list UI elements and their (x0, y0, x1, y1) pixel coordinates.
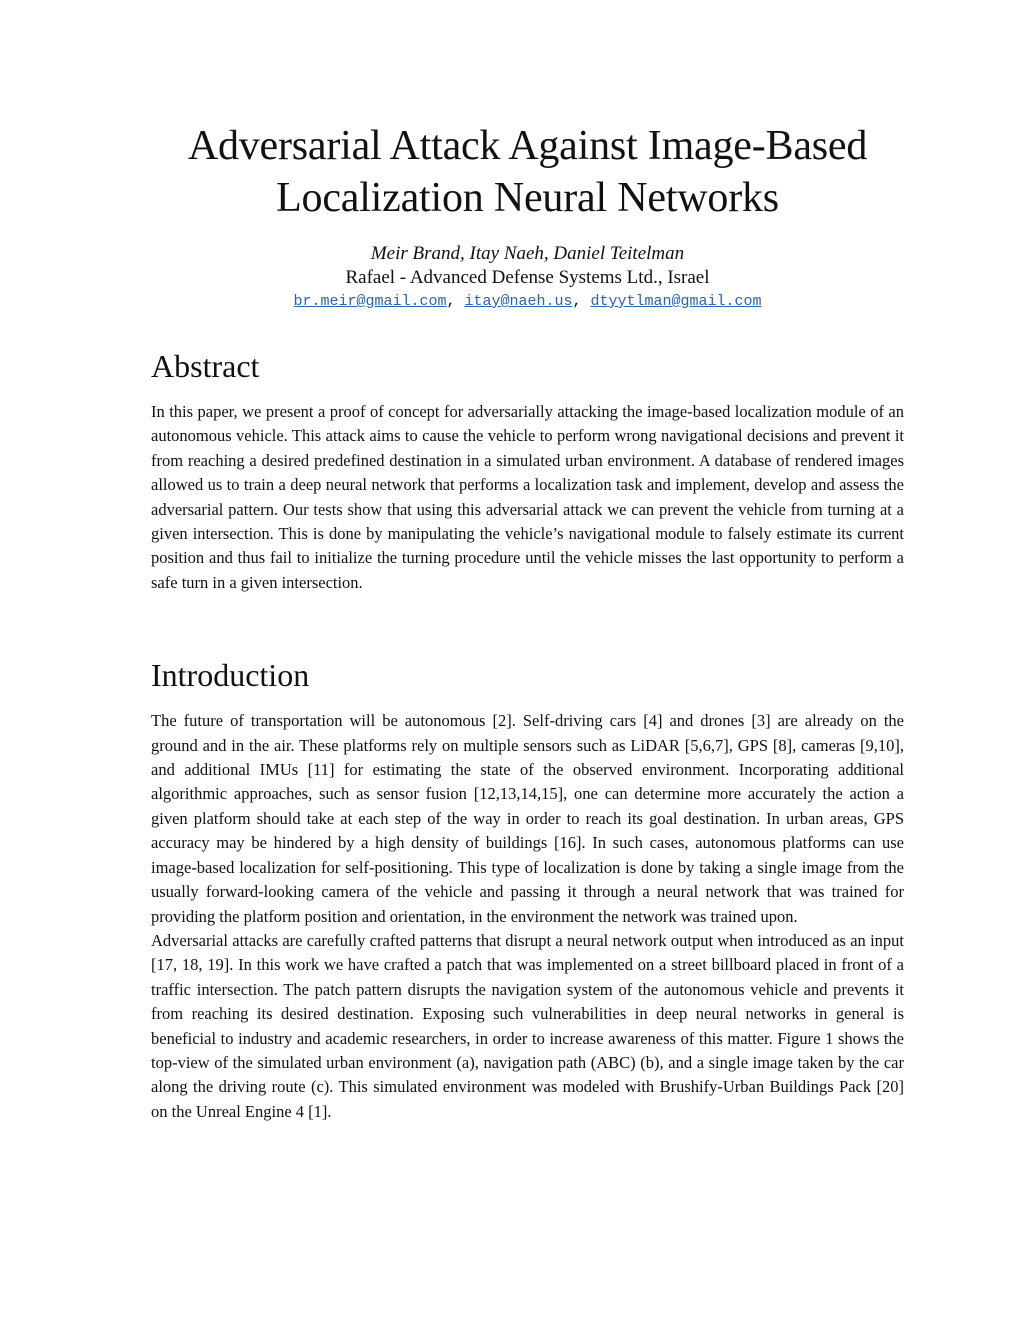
paper-title (151, 120, 904, 224)
introduction-paragraph-2: Adversarial attacks are carefully crafted patterns that disrupt a neural network output when introduced as an input [17, 18, 19]. In this work we have crafted a patch that was implemented on a street billboard placed in front of a traffic intersection. The patch pattern disrupts the navigation system of the autonomous vehicle and prevents it from reaching its desired destination. Exposing such vulnerabilities in deep neural networks in general is beneficial to industry and academic researchers, in order to increase awareness of this matter. Figure 1 shows the top-view of the simulated urban environment (a), navigation path (ABC) (b), and a single image taken by the car along the driving route (c). This simulated environment was modeled with Brushify-Urban Buildings Pack [20] on the Unreal Engine 4 [1]. (151, 930, 904, 1121)
author-list: Meir Brand, Itay Naeh, Daniel Teitelman (370, 243, 685, 264)
email-separator: , (446, 293, 465, 310)
abstract-paragraph: In this paper, we present a proof of concept for adversarially attacking the image-based localization module of an autonomous vehicle. This attack aims to cause the vehicle to perform wrong navigational decisions and prevent it from reaching a desired predefined destination in a simulated urban environment. A database of rendered images allowed us to train a deep neural network that performs a localization task and implement, develop and assess the adversarial pattern. Our tests show that using this adversarial attack we can prevent the vehicle from turning at a given intersection. This is done by manipulating the vehicle’s navigational module to falsely estimate its current position and thus fail to initialize the turning procedure until the vehicle misses the last opportunity to perform a safe turn in a given intersection. (151, 402, 904, 592)
email-list (151, 292, 904, 312)
introduction-paragraph-1: The future of transportation will be autonomous [2]. Self-driving cars [4] and drones [3] are already on the ground and in the air. These platforms rely on multiple sensors such as LiDAR [5,6,7], GPS [8], cameras [9,10], and additional IMUs [11] for estimating the state of the observed environment. Incorporating additional algorithmic approaches, such as sensor fusion [12,13,14,15], one can determine more accurately the action a given platform should take at each step of the way in order to reach its goal destination. In urban areas, GPS accuracy may be hindered by a high density of buildings [16]. In such cases, autonomous platforms can use image-based localization for self-positioning. This type of localization is done by taking a single image from the usually forward-looking camera of the vehicle and passing it through a neural network that was trained for providing the platform position and orientation, in the environment the network was trained upon. (151, 711, 904, 926)
title-line-1: Adversarial Attack Against Image-Based (187, 123, 868, 169)
email-separator: , (572, 293, 591, 310)
email-link-teitelman[interactable]: dtyytlman@gmail.com (590, 293, 762, 310)
affiliation: Rafael - Advanced Defense Systems Ltd., Israel (345, 267, 710, 288)
introduction-heading: Introduction (151, 657, 310, 694)
paper-page (151, 120, 904, 1124)
abstract-heading: Abstract (151, 348, 260, 384)
title-line-2: Localization Neural Networks (276, 175, 779, 221)
email-link-naeh[interactable]: itay@naeh.us (464, 293, 573, 310)
email-link-brand[interactable]: br.meir@gmail.com (293, 293, 447, 310)
